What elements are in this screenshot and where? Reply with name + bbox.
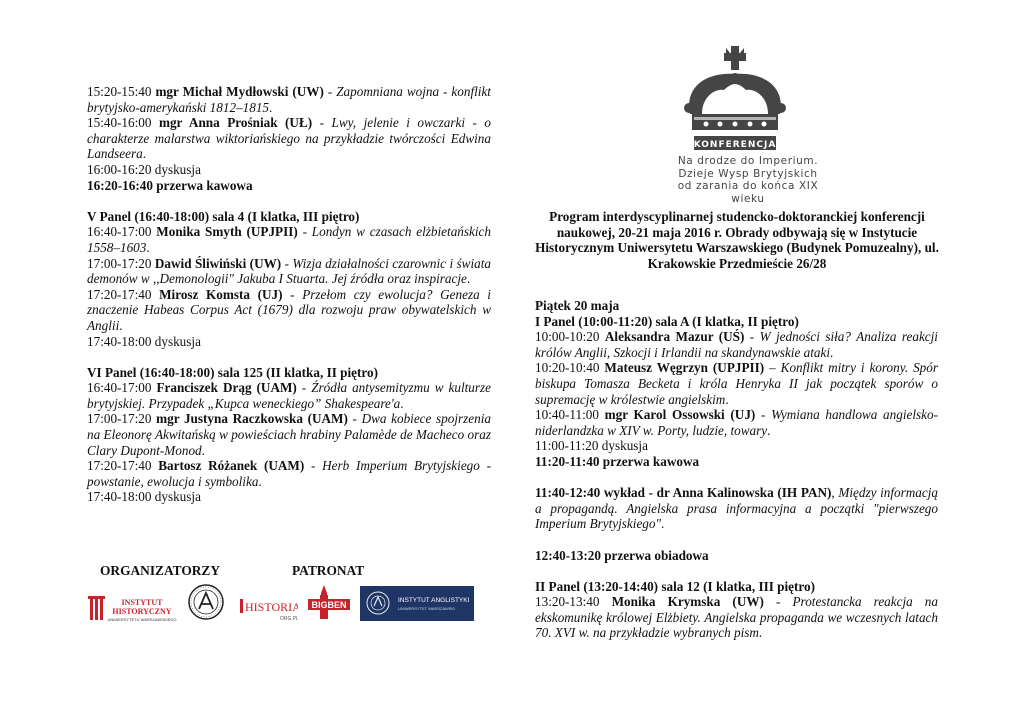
- ih-line-2: HISTORYCZNY: [112, 607, 172, 616]
- talk-time: 17:20-17:40: [87, 458, 159, 474]
- talk-title: Protestancka reakcja na ekskomunikę królowej Elżbiety. Angielska propaganda we wczesnych latach 70. XVI w. na przykładzie wybranych pism: [535, 594, 938, 641]
- tagline-line-2: Dzieje Wysp Brytyjskich: [678, 167, 818, 180]
- ia-line-1: INSTYTUT ANGLISTYKI: [398, 597, 470, 604]
- schedule-heading-text: VI Panel (16:40-18:00) sala 125 (II klatka, II piętro): [87, 364, 378, 380]
- punct: .: [767, 422, 771, 438]
- talk-title: Między informacją a propagandą. Angielska prasa informacyjna a początki "pierwszego Imperium Brytyjskiego": [535, 485, 939, 532]
- talk-time: 16:40-17:00: [87, 380, 157, 396]
- separator: -: [304, 458, 323, 474]
- talk-title: Wizja działalności czarownic i świata demonów w ,,Demonologii" Jakuba I Stuarta. Jej źródła oraz inspiracje: [87, 255, 491, 287]
- talk-title: Wymiana handlowa angielsko-niderlandzka w XIV w. Porty, ludzie, towary: [535, 407, 938, 438]
- separator: -: [323, 84, 337, 99]
- talk-entry: [87, 84, 491, 115]
- talk-entry: [87, 224, 491, 255]
- talk-entry: [535, 485, 938, 532]
- conference-crown-logo: [680, 44, 790, 156]
- historia-sub: ORG.PL: [280, 616, 298, 622]
- speaker-name: mgr Michał Mydłowski (UW): [155, 84, 324, 99]
- speaker-name: Franciszek Drąg (UAM): [156, 380, 297, 396]
- separator: -: [312, 115, 332, 131]
- punct: .: [829, 344, 834, 360]
- punct: .: [201, 442, 205, 458]
- talk-entry: [535, 360, 938, 407]
- talk-title: Londyn w czasach elżbietańskich 1558–1603: [87, 224, 491, 255]
- speaker-name: Dawid Śliwiński (UW): [154, 255, 282, 271]
- punct: .: [258, 473, 262, 489]
- talk-time: 17:00-17:20: [87, 255, 155, 271]
- speaker-name: Monika Smyth (UPJPII): [156, 224, 298, 240]
- schedule-heading-text: I Panel (10:00-11:20) sala A (I klatka, II piętro): [535, 313, 799, 329]
- speaker-name: Mirosz Komsta (UJ): [159, 286, 283, 302]
- talk-title: Źródła antysemityzmu w kulturze brytyjskiej. Przypadek „Kupca weneckiego” Shakespeare'a: [87, 380, 491, 411]
- separator: -: [282, 286, 303, 302]
- talk-title: Zapomniana wojna - konflikt brytyjsko-amerykański 1812–1815: [87, 84, 491, 115]
- talk-entry: [87, 458, 491, 489]
- separator: -: [296, 380, 312, 396]
- organizers-heading: ORGANIZATORZY: [100, 563, 221, 578]
- punct: .: [400, 395, 404, 411]
- talk-title: Dwa kobiece spojrzenia na Eleonorę Akwitańską w powieściach hrabiny Palamède de Macheco oraz Clary Dupont-Monod: [87, 411, 491, 458]
- schedule-heading: [535, 548, 938, 564]
- talk-entry: [535, 594, 938, 641]
- schedule-heading-text: 12:40-13:20 przerwa obiadowa: [535, 547, 709, 563]
- speaker-name: mgr Karol Ossowski (UJ): [604, 407, 756, 423]
- left-schedule-column: [87, 84, 491, 505]
- schedule-heading: [535, 454, 938, 470]
- punct: .: [466, 271, 471, 287]
- schedule-line: 16:00-16:20 dyskusja: [87, 161, 201, 177]
- talk-time: 17:00-17:20: [87, 411, 157, 427]
- spacer: [535, 563, 938, 579]
- separator: -: [347, 411, 362, 427]
- punct: .: [661, 516, 665, 532]
- talk-time: 16:40-17:00: [87, 224, 157, 240]
- schedule-heading-text: 16:20-16:40 przerwa kawowa: [87, 177, 253, 193]
- conference-tagline: [669, 155, 827, 205]
- talk-time: 15:40-16:00: [87, 115, 159, 131]
- historia-org-logo: [240, 596, 298, 622]
- schedule-heading: [87, 178, 491, 194]
- talk-entry: [87, 115, 491, 162]
- talk-time: 10:40-11:00: [535, 407, 605, 423]
- speaker-name: 11:40-12:40 wykład - dr Anna Kalinowska (IH PAN): [535, 485, 832, 501]
- schedule-heading: [535, 314, 938, 330]
- talk-time: 10:20-10:40: [535, 360, 605, 376]
- schedule-heading: [87, 365, 491, 381]
- right-schedule-column: [535, 298, 938, 641]
- talk-time: 15:20-15:40: [87, 84, 156, 99]
- speaker-name: Mateusz Węgrzyn (UPJPII): [604, 360, 765, 376]
- bigben-text: BIGBEN: [311, 600, 347, 610]
- separator: ,: [831, 485, 839, 501]
- ih-line-3: UNIWERSYTETU WARSZAWSKIEGO: [107, 617, 177, 622]
- talk-time: 17:20-17:40: [87, 286, 160, 302]
- schedule-line: 11:00-11:20 dyskusja: [535, 438, 648, 454]
- punct: .: [142, 146, 146, 162]
- talk-time: 13:20-13:40: [535, 594, 612, 610]
- schedule-heading-text: Piątek 20 maja: [535, 298, 620, 313]
- instytut-anglistyki-logo: [360, 586, 474, 621]
- seal-logo: [187, 583, 225, 621]
- schedule-heading: [535, 298, 938, 314]
- schedule-heading: [535, 579, 938, 595]
- spacer: [535, 470, 938, 486]
- separator: -: [755, 407, 772, 423]
- speaker-name: mgr Anna Prośniak (UŁ): [158, 115, 313, 131]
- talk-entry: [87, 380, 491, 411]
- schedule-heading-text: II Panel (13:20-14:40) sala 12 (I klatka, III piętro): [535, 578, 815, 594]
- talk-entry: [87, 411, 491, 458]
- instytut-historyczny-logo: [88, 594, 180, 624]
- conference-badge-text: KONFERENCJA: [693, 140, 777, 150]
- talk-title: Konflikt mitry i korony. Spór biskupa Tomasza Becketa i króla Henryka II jak początek sporów o supremację w królestwie angielskim: [535, 360, 938, 407]
- separator: -: [281, 255, 293, 271]
- punct: .: [269, 99, 273, 115]
- schedule-line: 17:40-18:00 dyskusja: [87, 489, 201, 505]
- punct: .: [119, 317, 123, 333]
- patronage-heading: PATRONAT: [292, 563, 365, 578]
- historia-text: HISTORIA: [245, 600, 298, 614]
- tagline-line-3: od zarania do końca XIX wieku: [677, 180, 819, 205]
- schedule-heading-text: 11:20-11:40 przerwa kawowa: [535, 453, 700, 469]
- talk-entry: [87, 287, 491, 334]
- ih-line-1: INSTYTUT: [121, 598, 163, 607]
- separator: -: [297, 224, 312, 240]
- speaker-name: Monika Krymska (UW): [611, 594, 764, 610]
- separator: -: [763, 594, 793, 610]
- talk-entry: [87, 256, 491, 287]
- talk-entry: [535, 407, 938, 438]
- bigben-logo: [304, 583, 352, 623]
- talk-entry: [535, 329, 938, 360]
- speaker-name: Bartosz Różanek (UAM): [158, 458, 305, 474]
- speaker-name: Aleksandra Mazur (UŚ): [604, 329, 745, 345]
- speaker-name: mgr Justyna Raczkowska (UAM): [156, 411, 348, 427]
- talk-title: Lwy, jelenie i owczarki - o charakterze malarstwa wiktoriańskiego na przykładzie twórczości Edwina Landseera: [87, 115, 491, 162]
- spacer: [535, 532, 938, 548]
- separator: –: [764, 360, 781, 376]
- punct: .: [146, 239, 150, 255]
- talk-title: Herb Imperium Brytyjskiego - powstanie, ewolucja i symbolika: [87, 458, 491, 489]
- tagline-line-1: Na drodze do Imperium.: [677, 155, 819, 167]
- punct: .: [758, 625, 763, 641]
- talk-time: 10:00-10:20: [535, 329, 605, 345]
- program-heading: Program interdyscyplinarnej studencko-doktoranckiej konferencji naukowej, 20-21 maja 2016 r. Obrady odbywają się w Instytucie Historycznym Uniwersytetu Warszawskiego (Budynek Pomuzealny), ul. Krakowskie Przedmieście 26/28: [535, 209, 939, 271]
- schedule-heading: [87, 209, 491, 225]
- talk-title: W jedności siła? Analiza reakcji królów Anglii, Szkocji i Irlandii na skandynawskie ataki: [535, 329, 938, 360]
- separator: -: [744, 329, 760, 345]
- talk-title: Przełom czy ewolucja? Geneza i znaczenie Habeas Corpus Act (1679) dla rozwoju praw obywatelskich w Anglii: [87, 286, 491, 333]
- spacer: [87, 193, 491, 209]
- punct: .: [725, 391, 729, 407]
- schedule-heading-text: V Panel (16:40-18:00) sala 4 (I klatka, III piętro): [87, 208, 360, 224]
- ia-line-2: UNIWERSYTET WARSZAWSKI: [398, 606, 456, 611]
- spacer: [87, 349, 491, 365]
- schedule-line: 17:40-18:00 dyskusja: [87, 333, 201, 349]
